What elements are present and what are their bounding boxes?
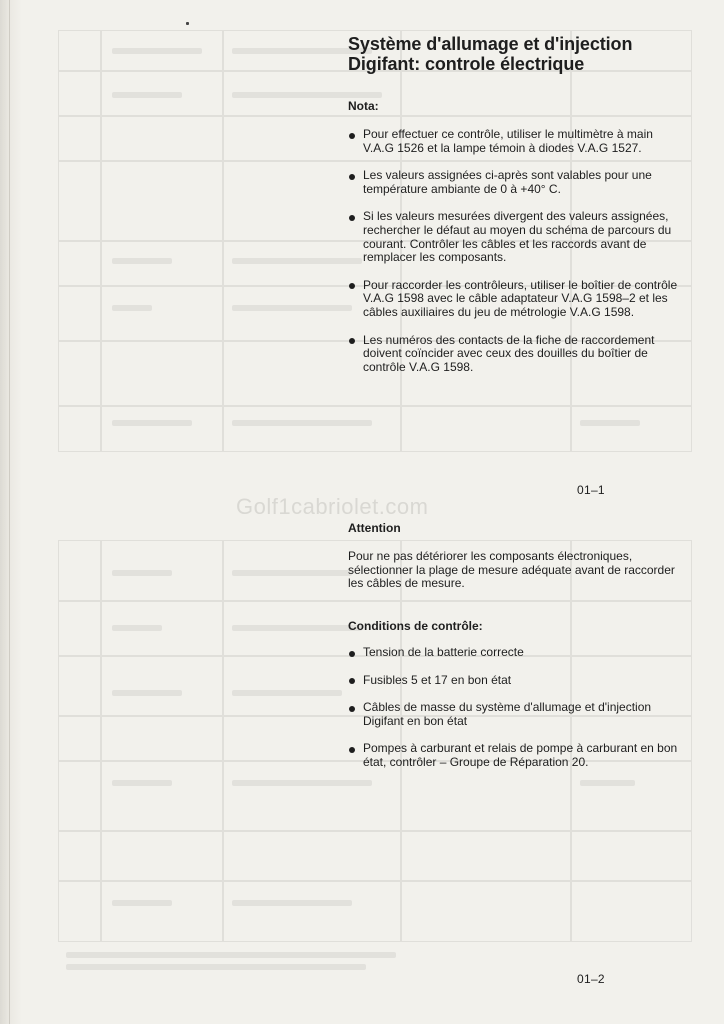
page-speck bbox=[186, 22, 189, 25]
conditions-list bbox=[348, 646, 684, 770]
conditions-item: Câbles de masse du système d'allumage et d'injection Digifant en bon état bbox=[348, 701, 684, 728]
nota-item: Les valeurs assignées ci-après sont valables pour une température ambiante de 0 à +40° C. bbox=[348, 169, 684, 196]
nota-item: Les numéros des contacts de la fiche de raccordement doivent coïncider avec ceux des douilles du boîtier de contrôle V.A.G 1598. bbox=[348, 334, 684, 375]
title-line-2: Digifant: controle électrique bbox=[348, 54, 585, 74]
conditions-item: Tension de la batterie correcte bbox=[348, 646, 684, 660]
page-number-01-1: 01–1 bbox=[577, 483, 605, 497]
nota-list bbox=[348, 128, 684, 374]
attention-heading: Attention bbox=[348, 521, 401, 535]
conditions-heading: Conditions de contrôle: bbox=[348, 619, 483, 633]
binding-line bbox=[9, 0, 10, 1024]
attention-text: Pour ne pas détériorer les composants électroniques, sélectionner la plage de mesure adéquate avant de raccorder les câbles de mesure. bbox=[348, 549, 675, 591]
nota-item: Pour effectuer ce contrôle, utiliser le multimètre à main V.A.G 1526 et la lampe témoin à diodes V.A.G 1527. bbox=[348, 128, 684, 155]
conditions-list-container bbox=[348, 646, 684, 784]
binding-edge bbox=[0, 0, 22, 1024]
conditions-item: Fusibles 5 et 17 en bon état bbox=[348, 674, 684, 688]
page-number-01-2: 01–2 bbox=[577, 972, 605, 986]
nota-item: Si les valeurs mesurées divergent des valeurs assignées, rechercher le défaut au moyen du schéma de parcours du courant. Contrôler les câbles et les raccords avant de remplacer les composants. bbox=[348, 210, 684, 264]
title-line-1: Système d'allumage et d'injection bbox=[348, 34, 633, 54]
nota-heading: Nota: bbox=[348, 99, 379, 113]
page-title bbox=[348, 34, 684, 74]
conditions-item: Pompes à carburant et relais de pompe à carburant en bon état, contrôler – Groupe de Réparation 20. bbox=[348, 742, 684, 769]
watermark: Golf1cabriolet.com bbox=[236, 494, 429, 519]
nota-item: Pour raccorder les contrôleurs, utiliser le boîtier de contrôle V.A.G 1598 avec le câble adaptateur V.A.G 1598–2 et les câbles auxiliaires du jeu de métrologie V.A.G 1598. bbox=[348, 279, 684, 320]
nota-list-container bbox=[348, 128, 684, 388]
